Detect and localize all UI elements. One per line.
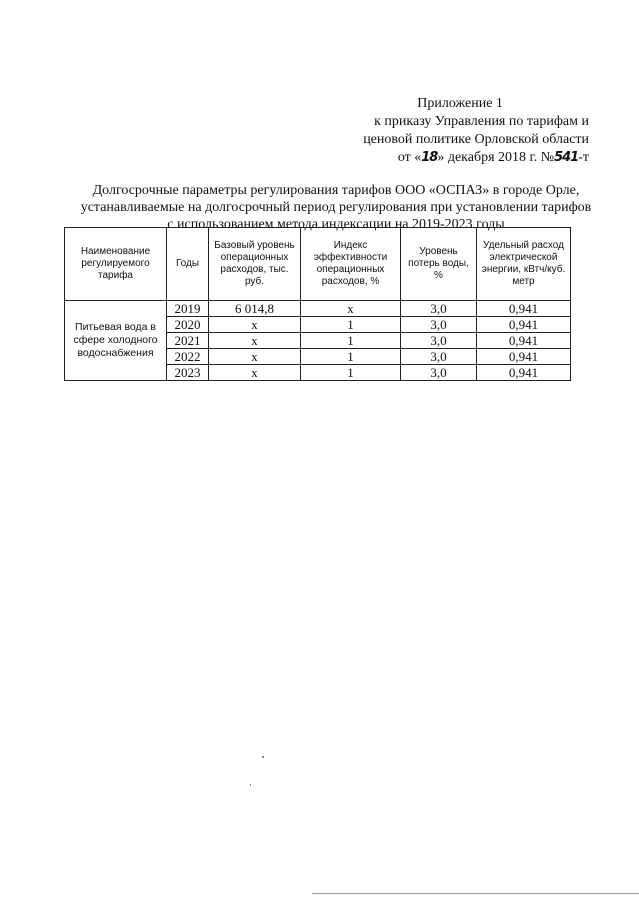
base-costs-cell: 6 014,8: [209, 301, 301, 317]
tariff-parameters-table: [64, 227, 571, 381]
base-costs-cell: х: [209, 349, 301, 365]
base-costs-cell: х: [209, 317, 301, 333]
year-cell: 2023: [167, 365, 209, 381]
header-years: Годы: [167, 228, 209, 301]
energy-consumption-cell: 0,941: [477, 365, 571, 381]
scan-speck: [250, 784, 251, 786]
year-cell: 2022: [167, 349, 209, 365]
document-title: [66, 182, 606, 233]
date-middle: » декабря 2018 г. №: [437, 150, 555, 165]
title-line-1: Долгосрочные параметры регулирования тарифов ООО «ОСПАЗ» в городе Орле,: [92, 183, 580, 198]
efficiency-index-cell: 1: [301, 317, 401, 333]
energy-consumption-cell: 0,941: [477, 317, 571, 333]
year-cell: 2020: [167, 317, 209, 333]
date-prefix: от «: [397, 150, 422, 165]
table-header-row: [65, 228, 571, 301]
water-loss-cell: 3,0: [401, 301, 477, 317]
header-water-loss: Уровень потерь воды, %: [401, 228, 477, 301]
efficiency-index-cell: х: [301, 301, 401, 317]
appendix-header: [363, 95, 589, 167]
table-row: [65, 301, 571, 317]
appendix-date-line: [363, 149, 589, 167]
year-cell: 2021: [167, 333, 209, 349]
order-suffix: -т: [578, 150, 589, 165]
water-loss-cell: 3,0: [401, 349, 477, 365]
header-energy-consumption: Удельный расход электрической энергии, кВтч/куб. метр: [477, 228, 571, 301]
scan-speck: [262, 756, 264, 758]
base-costs-cell: х: [209, 333, 301, 349]
handwritten-order-number: 541: [554, 150, 579, 165]
handwritten-day: 18: [421, 150, 438, 165]
efficiency-index-cell: 1: [301, 349, 401, 365]
appendix-order-line: к приказу Управления по тарифам и: [374, 114, 589, 129]
water-loss-cell: 3,0: [401, 317, 477, 333]
header-base-costs: Базовый уровень операционных расходов, тыс. руб.: [209, 228, 301, 301]
year-cell: 2019: [167, 301, 209, 317]
appendix-title: Приложение 1: [417, 96, 503, 111]
water-loss-cell: 3,0: [401, 365, 477, 381]
energy-consumption-cell: 0,941: [477, 349, 571, 365]
efficiency-index-cell: 1: [301, 365, 401, 381]
header-efficiency-index: Индекс эффективности операционных расходов, %: [301, 228, 401, 301]
efficiency-index-cell: 1: [301, 333, 401, 349]
water-loss-cell: 3,0: [401, 333, 477, 349]
header-tariff-name: Наименование регулируемого тарифа: [65, 228, 167, 301]
appendix-authority-line: ценовой политике Орловской области: [363, 132, 589, 147]
energy-consumption-cell: 0,941: [477, 301, 571, 317]
title-line-2: устанавливаемые на долгосрочный период регулирования при установлении тарифов: [80, 200, 592, 215]
title-line-3: с использованием метода индексации на 2019-2023 годы: [167, 217, 505, 232]
energy-consumption-cell: 0,941: [477, 333, 571, 349]
tariff-name-cell: Питьевая вода в сфере холодного водоснабжения: [65, 301, 167, 381]
base-costs-cell: х: [209, 365, 301, 381]
scan-edge-line: [312, 893, 639, 894]
